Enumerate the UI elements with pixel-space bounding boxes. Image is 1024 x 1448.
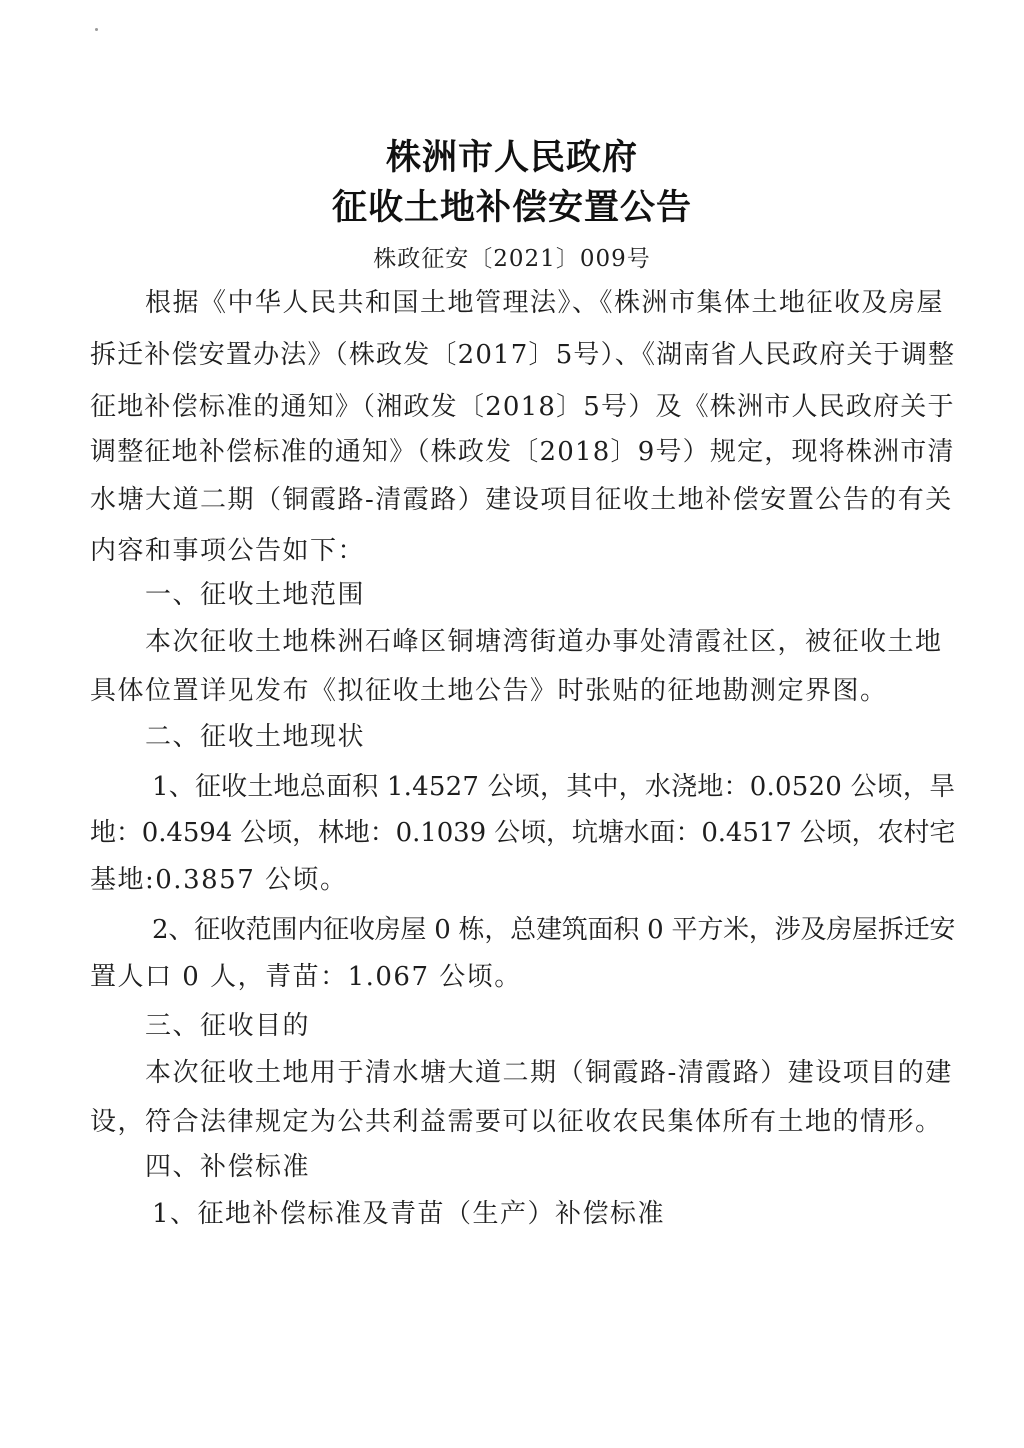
- intro-line-4: 调整征地补偿标准的通知》（株政发〔2018〕9号）规定，现将株洲市清: [90, 437, 955, 467]
- section-3-line-2: 设，符合法律规定为公共利益需要可以征收农民集体所有土地的情形。: [90, 1107, 943, 1137]
- section-3-line-1: 本次征收土地用于清水塘大道二期（铜霞路-清霞路）建设项目的建: [145, 1058, 953, 1088]
- intro-line-5: 水塘大道二期（铜霞路-清霞路）建设项目征收土地补偿安置公告的有关: [90, 485, 953, 515]
- section-1-heading: 一、征收土地范围: [145, 580, 366, 610]
- intro-line-3: 征地补偿标准的通知》（湘政发〔2018〕5号）及《株洲市人民政府关于: [90, 392, 955, 422]
- notice-title: 征收土地补偿安置公告: [331, 188, 692, 228]
- section-2-item-2-line-1: 2、征收范围内征收房屋 0 栋，总建筑面积 0 平方米，涉及房屋拆迁安: [152, 915, 956, 945]
- section-2-item-1-line-2: 地：0.4594 公顷，林地：0.1039 公顷，坑塘水面：0.4517 公顷，农村宅: [90, 818, 956, 848]
- scan-speck: [95, 28, 98, 31]
- section-1-line-1: 本次征收土地株洲石峰区铜塘湾街道办事处清霞社区，被征收土地: [145, 627, 943, 657]
- intro-line-2: 拆迁补偿安置办法》（株政发〔2017〕5号）、《湖南省人民政府关于调整: [90, 340, 956, 370]
- intro-line-1: 根据《中华人民共和国土地管理法》、《株洲市集体土地征收及房屋: [145, 288, 945, 318]
- section-2-item-2-line-2: 置人口 0 人，青苗：1.067 公顷。: [90, 962, 522, 992]
- section-4-item-1: 1、征地补偿标准及青苗（生产）补偿标准: [152, 1199, 666, 1229]
- issuer-title: 株洲市人民政府: [385, 138, 638, 178]
- section-4-heading: 四、补偿标准: [145, 1152, 311, 1182]
- section-2-item-1-line-3: 基地:0.3857 公顷。: [90, 865, 348, 895]
- document-number: 株政征安〔2021〕009号: [373, 246, 651, 272]
- section-3-heading: 三、征收目的: [145, 1011, 311, 1041]
- section-2-heading: 二、征收土地现状: [145, 722, 366, 752]
- intro-line-6: 内容和事项公告如下：: [90, 536, 366, 566]
- section-1-line-2: 具体位置详见发布《拟征收土地公告》时张贴的征地勘测定界图。: [90, 676, 888, 706]
- section-2-item-1-line-1: 1、征收土地总面积 1.4527 公顷，其中，水浇地：0.0520 公顷，旱: [152, 772, 956, 802]
